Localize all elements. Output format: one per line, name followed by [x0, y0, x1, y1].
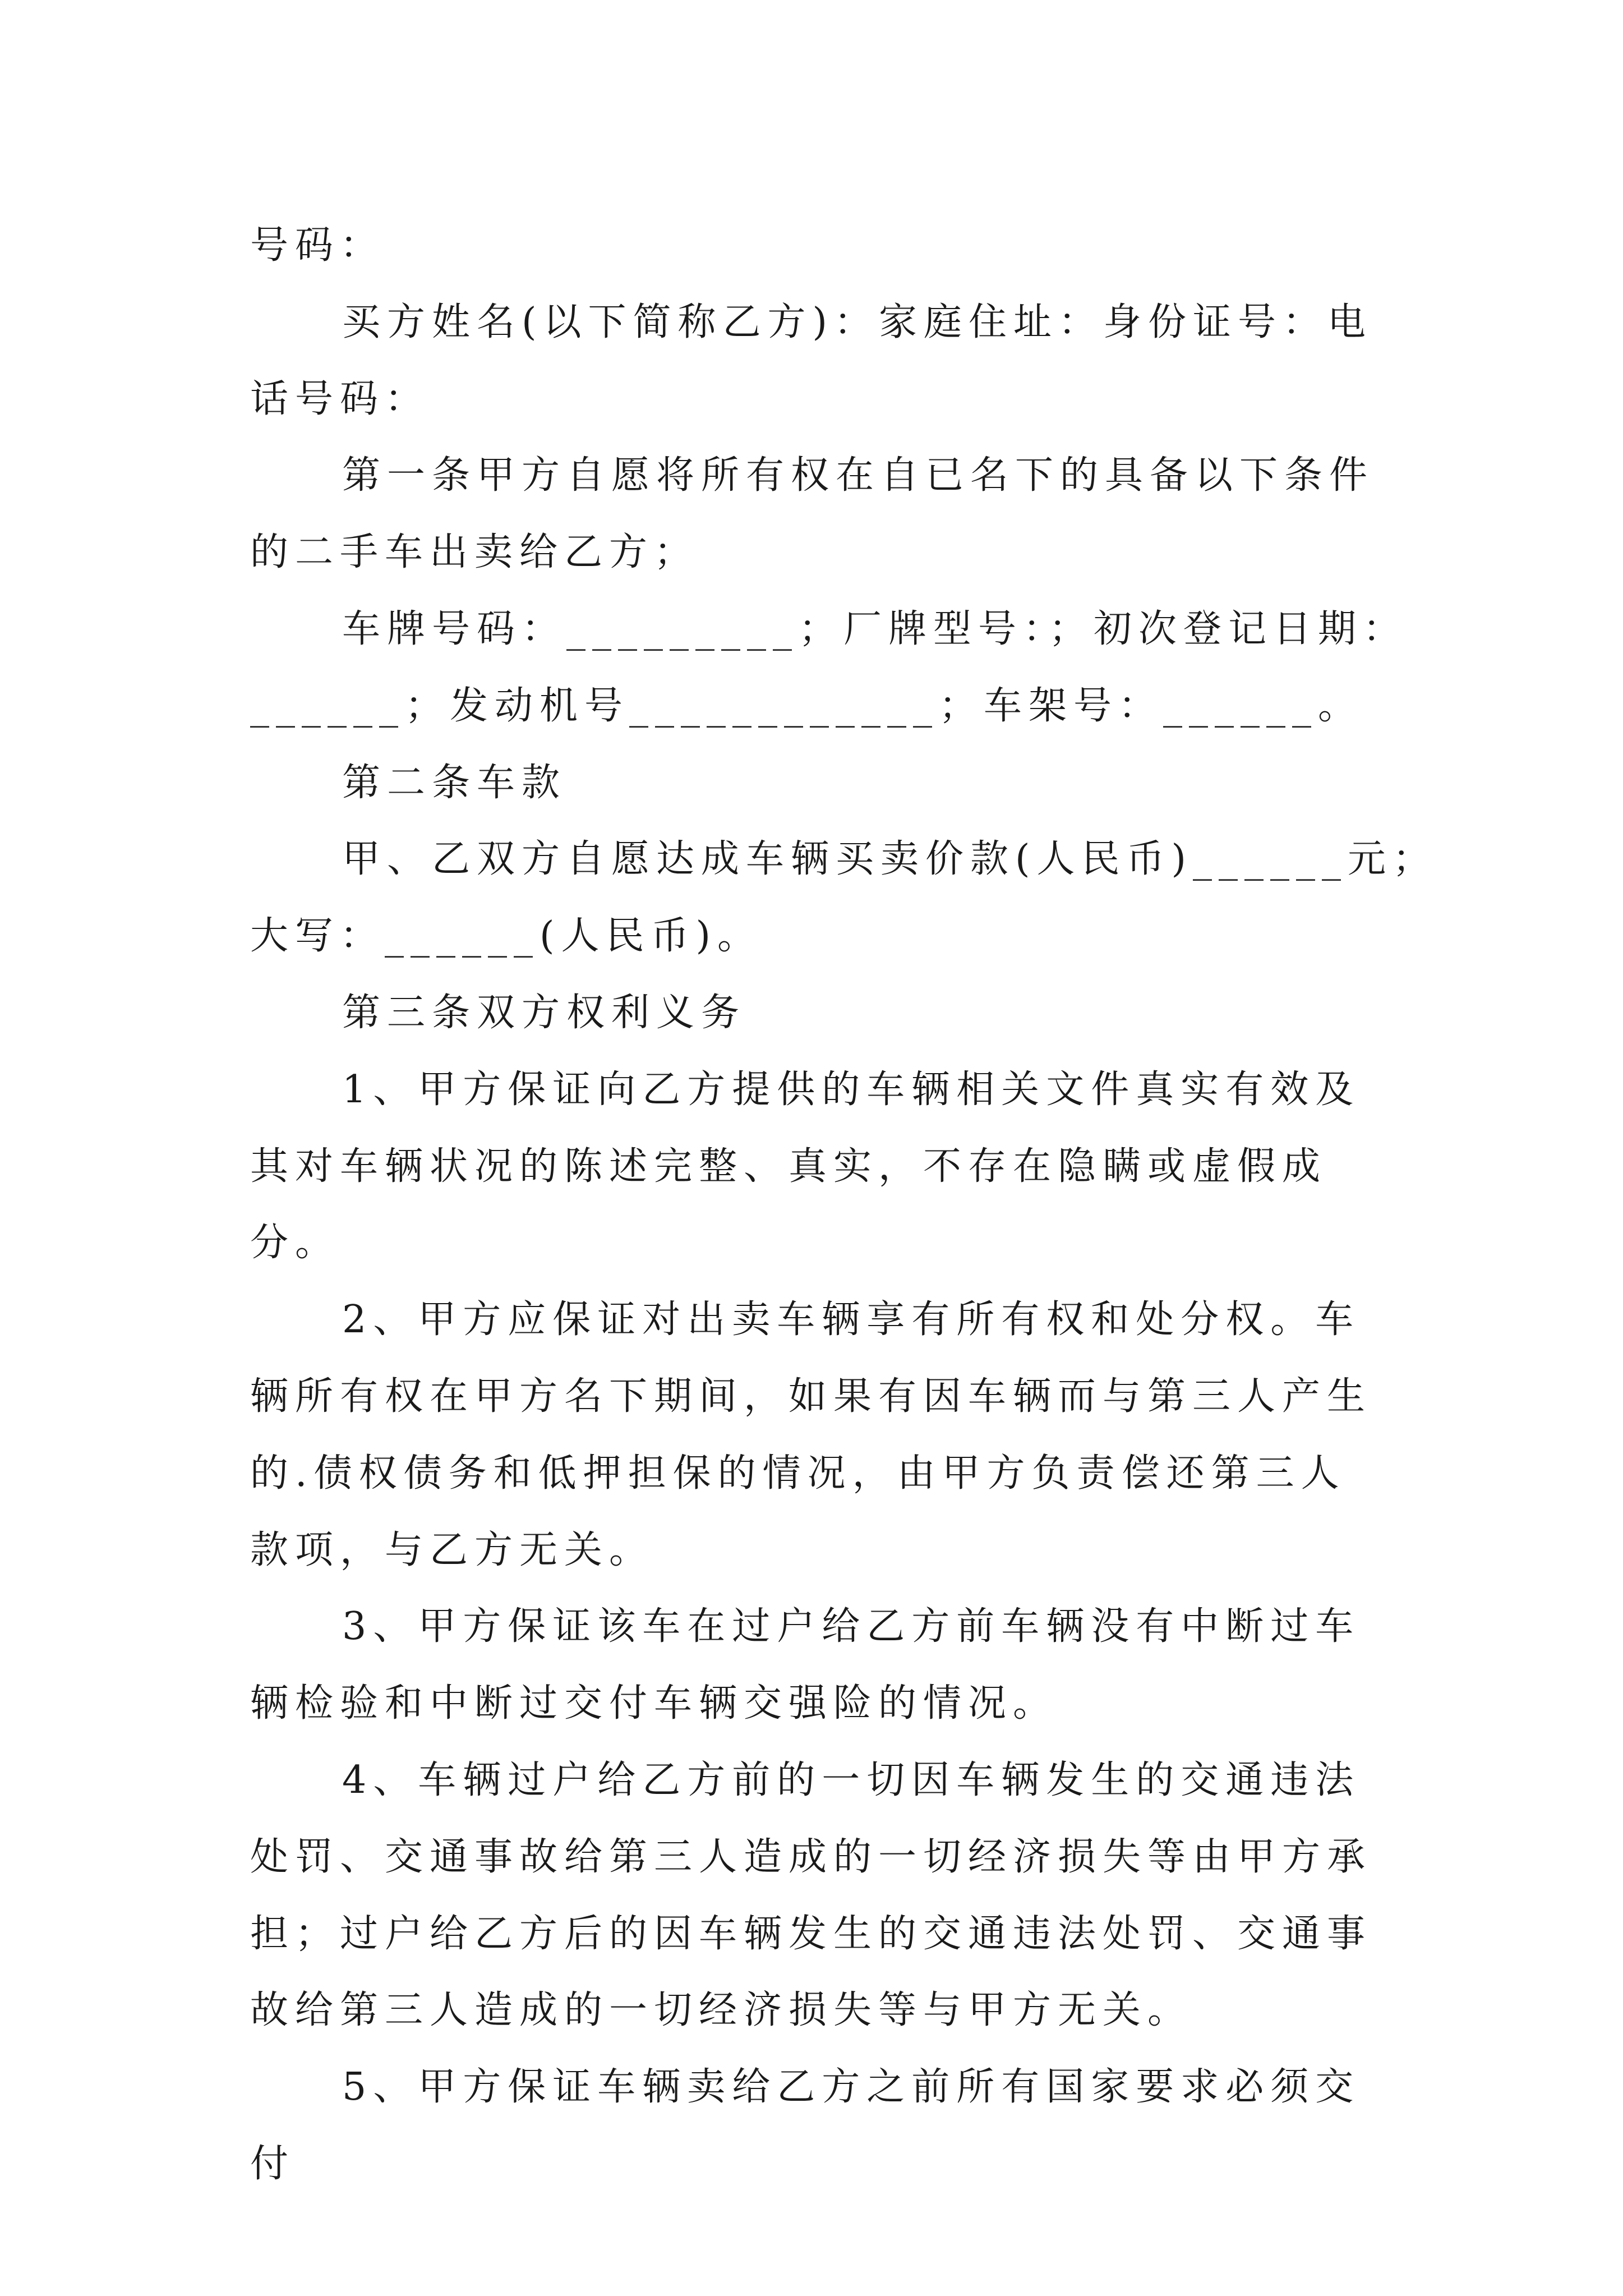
- paragraph-vehicle-plate: 车牌号码：_________；厂牌型号：；初次登记日期：: [342, 606, 1408, 651]
- paragraph-price-uppercase: 大写：______(人民币)。: [250, 914, 763, 959]
- paragraph-article-2-heading: 第二条车款: [342, 760, 567, 805]
- paragraph-price: 甲、乙双方自愿达成车辆买卖价款(人民币)______元；: [342, 837, 1438, 882]
- paragraph-clause-1: 1、甲方保证向乙方提供的车辆相关文件真实有效及其对车辆状况的陈述完整、真实，不存在隐瞒或虚假成分。: [250, 1067, 1361, 1266]
- document-body: [250, 208, 1438, 2203]
- paragraph-clause-5: 5、甲方保证车辆卖给乙方之前所有国家要求必须交付: [250, 2065, 1361, 2186]
- paragraph-buyer-info: 买方姓名(以下简称乙方)：家庭住址：身份证号：电话号码：: [250, 300, 1373, 421]
- paragraph-phone-label-seller: 号码：: [250, 223, 385, 268]
- paragraph-clause-2: 2、甲方应保证对出卖车辆享有所有权和处分权。车辆所有权在甲方名下期间，如果有因车辆而与第三人产生的.债权债务和低押担保的情况，由甲方负责偿还第三人款项，与乙方无关。: [250, 1297, 1372, 1572]
- paragraph-engine-frame: ______；发动机号____________；车架号：______。: [250, 683, 1363, 728]
- paragraph-clause-3: 3、甲方保证该车在过户给乙方前车辆没有中断过车辆检验和中断过交付车辆交强险的情况。: [250, 1604, 1361, 1726]
- paragraph-article-3-heading: 第三条双方权利义务: [342, 990, 746, 1035]
- paragraph-article-1: 第一条甲方自愿将所有权在自已名下的具备以下条件的二手车出卖给乙方；: [250, 453, 1375, 575]
- paragraph-clause-4: 4、车辆过户给乙方前的一切因车辆发生的交通违法处罚、交通事故给第三人造成的一切经济损失等由甲方承担；过户给乙方后的因车辆发生的交通违法处罚、交通事故给第三人造成的一切经济损失等与甲方无关。: [250, 1757, 1372, 2033]
